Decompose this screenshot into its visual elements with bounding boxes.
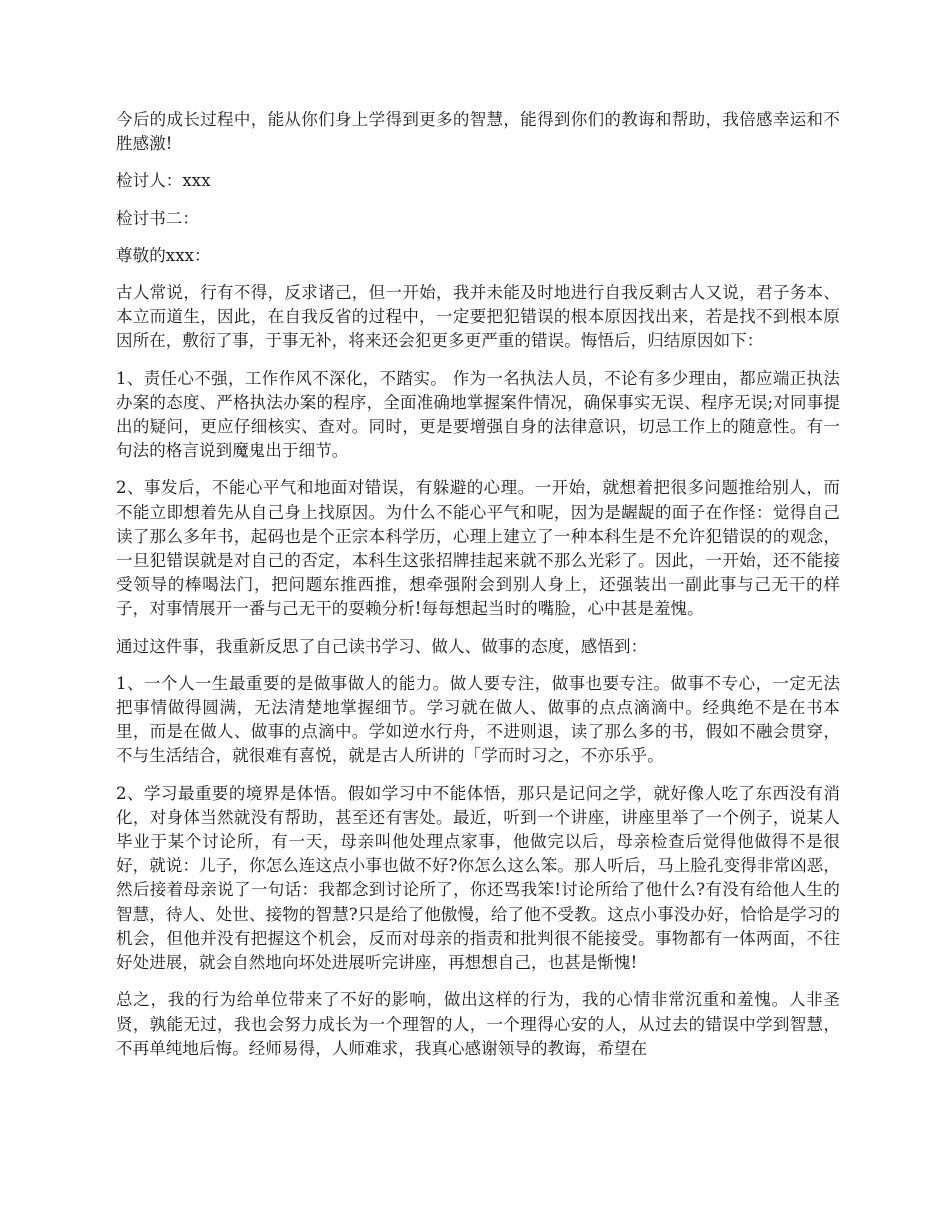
document-page xyxy=(116,108,840,1074)
paragraph-reason-1: 1、责任心不强，工作作风不深化，不踏实。 作为一名执法人员，不论有多少理由，都应端正执法办案的态度、严格执法办案的程序，全面准确地掌握案件情况，确保事实无误、程序无误;对同事提出的疑问，更应仔细核实、查对。同时，更是要增强自身的法律意识，切忌工作上的随意性。有一句法的格言说到魔鬼出于细节。 xyxy=(116,368,840,461)
paragraph-conclusion: 总之，我的行为给单位带来了不好的影响，做出这样的行为，我的心情非常沉重和羞愧。人非圣贤，孰能无过，我也会努力成长为一个理智的人，一个理得心安的人，从过去的错误中学到智慧，不再单纯地后悔。经师易得，人师难求，我真心感谢领导的教诲，希望在 xyxy=(116,990,840,1058)
salutation: 尊敬的xxx： xyxy=(116,245,211,265)
paragraph-reflection-intro: 通过这件事，我重新反思了自己读书学习、做人、做事的态度，感悟到： xyxy=(116,636,648,656)
paragraph-reason-2: 2、事发后，不能心平气和地面对错误，有躲避的心理。一开始，就想着把很多问题推给别人，而不能立即想着先从自己身上找原因。为什么不能心平气和呢，因为是龌龊的面子在作怪：觉得自己读了那么多年书，起码也是个正宗本科学历，心理上建立了一种本科生是不允许犯错误的的观念，一旦犯错误就是对自己的否定，本科生这张招牌挂起来就不那么光彩了。因此，一开始，还不能接受领导的棒喝法门，把问题东推西推，想牵强附会到别人身上，还强装出一副此事与己无干的样子，对事情展开一番与己无干的耍赖分析!每每想起当时的嘴脸，心中甚是羞愧。 xyxy=(116,478,840,619)
paragraph-closing-gratitude: 今后的成长过程中，能从你们身上学得到更多的智慧，能得到你们的教诲和帮助，我倍感幸运和不胜感激! xyxy=(116,110,840,154)
section-heading: 检讨书二： xyxy=(116,208,199,228)
paragraph-introduction: 古人常说，行有不得，反求诸己，但一开始，我并未能及时地进行自我反剩古人又说，君子务本、本立而道生，因此，在自我反省的过程中，一定要把犯错误的根本原因找出来，若是找不到根本原因所在，敷衍了事，于事无补，将来还会犯更多更严重的错误。悔悟后，归结原因如下： xyxy=(116,283,840,351)
paragraph-insight-2: 2、学习最重要的境界是体悟。假如学习中不能体悟，那只是记问之学，就好像人吃了东西没有消化，对身体当然就没有帮助，甚至还有害处。最近，听到一个讲座，讲座里举了一个例子，说某人毕业于某个讨论所，有一天，母亲叫他处理点家事，他做完以后，母亲检查后觉得他做得不是很好，就说：儿子，你怎么连这点小事也做不好?你怎么这么笨。那人听后，马上脸孔变得非常凶恶，然后接着母亲说了一句话：我都念到讨论所了，你还骂我笨!讨论所给了他什么?有没有给他人生的智慧，待人、处世、接物的智慧?只是给了他傲慢，给了他不受教。这点小事没办好，恰恰是学习的机会，但他并没有把握这个机会，反而对母亲的指责和批判很不能接受。事物都有一体两面，不往好处进展，就会自然地向坏处进展听完讲座，再想想自己，也甚是惭愧! xyxy=(116,783,840,973)
signature-line: 检讨人：xxx xyxy=(116,171,211,191)
paragraph-insight-1: 1、一个人一生最重要的是做事做人的能力。做人要专注，做事也要专注。做事不专心，一定无法把事情做得圆满，无法清楚地掌握细节。学习就在做人、做事的点点滴滴中。经典绝不是在书本里，而是在做人、做事的点滴中。学如逆水行舟，不进则退，读了那么多的书，假如不融会贯穿，不与生活结合，就很难有喜悦，就是古人所讲的「学而时习之，不亦乐乎。 xyxy=(116,673,840,766)
